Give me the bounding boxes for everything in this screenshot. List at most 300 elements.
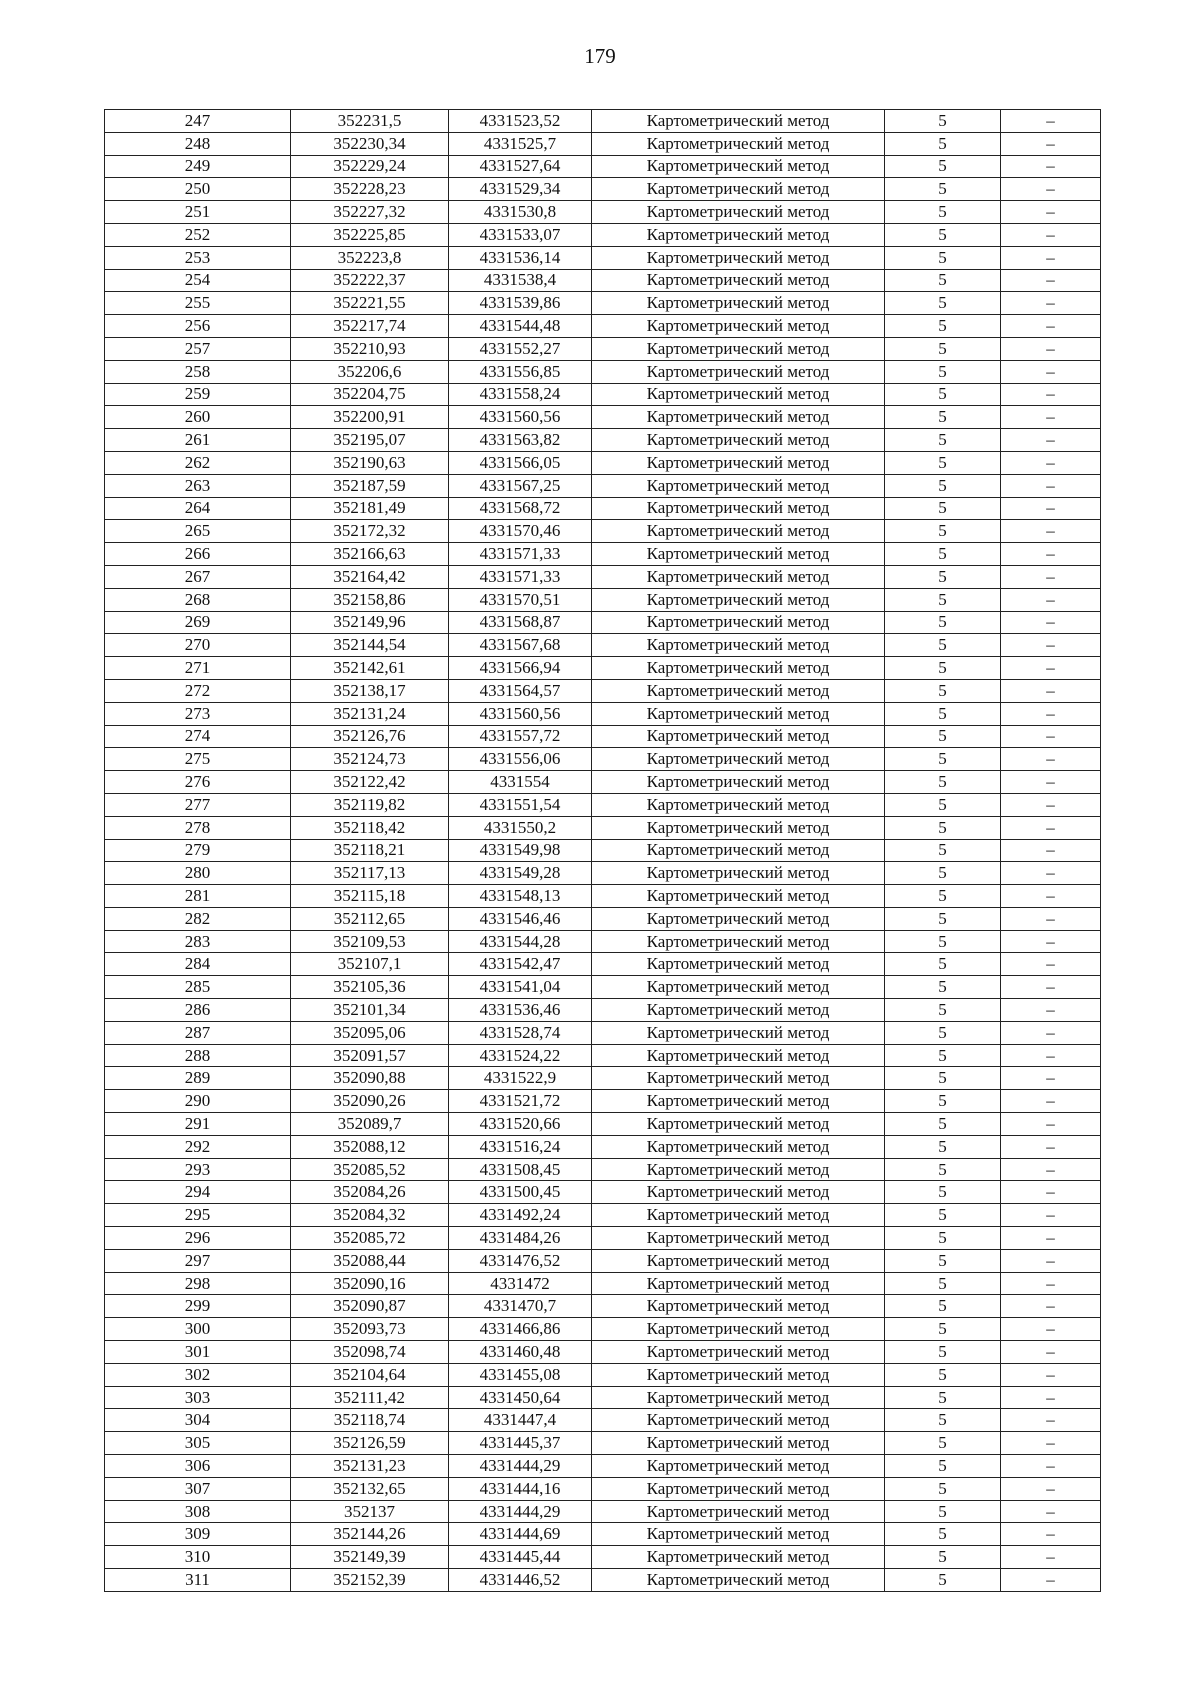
description-cell: –	[1001, 1021, 1101, 1044]
point-number-cell: 291	[105, 1113, 291, 1136]
table-row	[105, 132, 1101, 155]
y-coordinate-cell: 4331563,82	[449, 429, 592, 452]
x-coordinate-cell: 352085,72	[291, 1227, 449, 1250]
x-coordinate-cell: 352118,21	[291, 839, 449, 862]
y-coordinate-cell: 4331546,46	[449, 907, 592, 930]
point-number-cell: 274	[105, 725, 291, 748]
method-cell: Картометрический метод	[592, 223, 885, 246]
method-cell: Картометрический метод	[592, 110, 885, 133]
point-number-cell: 283	[105, 930, 291, 953]
point-number-cell: 310	[105, 1546, 291, 1569]
y-coordinate-cell: 4331566,05	[449, 451, 592, 474]
accuracy-cell: 5	[885, 383, 1001, 406]
table-row	[105, 1523, 1101, 1546]
accuracy-cell: 5	[885, 1500, 1001, 1523]
table-row	[105, 999, 1101, 1022]
x-coordinate-cell: 352225,85	[291, 223, 449, 246]
description-cell: –	[1001, 1523, 1101, 1546]
method-cell: Картометрический метод	[592, 474, 885, 497]
x-coordinate-cell: 352104,64	[291, 1363, 449, 1386]
description-cell: –	[1001, 930, 1101, 953]
table-row	[105, 1249, 1101, 1272]
x-coordinate-cell: 352115,18	[291, 885, 449, 908]
description-cell: –	[1001, 246, 1101, 269]
method-cell: Картометрический метод	[592, 1477, 885, 1500]
point-number-cell: 247	[105, 110, 291, 133]
description-cell: –	[1001, 885, 1101, 908]
point-number-cell: 305	[105, 1432, 291, 1455]
accuracy-cell: 5	[885, 132, 1001, 155]
page-number: 179	[584, 44, 616, 68]
method-cell: Картометрический метод	[592, 360, 885, 383]
x-coordinate-cell: 352126,59	[291, 1432, 449, 1455]
point-number-cell: 272	[105, 679, 291, 702]
table-row	[105, 1386, 1101, 1409]
description-cell: –	[1001, 543, 1101, 566]
description-cell: –	[1001, 999, 1101, 1022]
point-number-cell: 294	[105, 1181, 291, 1204]
description-cell: –	[1001, 953, 1101, 976]
method-cell: Картометрический метод	[592, 520, 885, 543]
table-row	[105, 1455, 1101, 1478]
method-cell: Картометрический метод	[592, 1021, 885, 1044]
point-number-cell: 267	[105, 565, 291, 588]
x-coordinate-cell: 352101,34	[291, 999, 449, 1022]
point-number-cell: 251	[105, 201, 291, 224]
table-row	[105, 634, 1101, 657]
description-cell: –	[1001, 1432, 1101, 1455]
y-coordinate-cell: 4331570,46	[449, 520, 592, 543]
y-coordinate-cell: 4331533,07	[449, 223, 592, 246]
point-number-cell: 261	[105, 429, 291, 452]
y-coordinate-cell: 4331520,66	[449, 1113, 592, 1136]
description-cell: –	[1001, 1318, 1101, 1341]
table-row	[105, 907, 1101, 930]
point-number-cell: 273	[105, 702, 291, 725]
y-coordinate-cell: 4331455,08	[449, 1363, 592, 1386]
description-cell: –	[1001, 1090, 1101, 1113]
y-coordinate-cell: 4331523,52	[449, 110, 592, 133]
point-number-cell: 249	[105, 155, 291, 178]
point-number-cell: 255	[105, 292, 291, 315]
y-coordinate-cell: 4331558,24	[449, 383, 592, 406]
table-row	[105, 565, 1101, 588]
method-cell: Картометрический метод	[592, 953, 885, 976]
y-coordinate-cell: 4331516,24	[449, 1135, 592, 1158]
table-row	[105, 1341, 1101, 1364]
method-cell: Картометрический метод	[592, 1523, 885, 1546]
table-row	[105, 816, 1101, 839]
table-row	[105, 1021, 1101, 1044]
method-cell: Картометрический метод	[592, 907, 885, 930]
table-row	[105, 223, 1101, 246]
method-cell: Картометрический метод	[592, 930, 885, 953]
y-coordinate-cell: 4331530,8	[449, 201, 592, 224]
point-number-cell: 259	[105, 383, 291, 406]
accuracy-cell: 5	[885, 292, 1001, 315]
accuracy-cell: 5	[885, 201, 1001, 224]
method-cell: Картометрический метод	[592, 269, 885, 292]
method-cell: Картометрический метод	[592, 337, 885, 360]
method-cell: Картометрический метод	[592, 725, 885, 748]
accuracy-cell: 5	[885, 999, 1001, 1022]
table-row	[105, 1477, 1101, 1500]
y-coordinate-cell: 4331524,22	[449, 1044, 592, 1067]
coordinates-table-body	[105, 110, 1101, 1592]
accuracy-cell: 5	[885, 1272, 1001, 1295]
accuracy-cell: 5	[885, 748, 1001, 771]
table-row	[105, 155, 1101, 178]
x-coordinate-cell: 352206,6	[291, 360, 449, 383]
description-cell: –	[1001, 201, 1101, 224]
x-coordinate-cell: 352111,42	[291, 1386, 449, 1409]
table-row	[105, 269, 1101, 292]
y-coordinate-cell: 4331445,44	[449, 1546, 592, 1569]
accuracy-cell: 5	[885, 1067, 1001, 1090]
method-cell: Картометрический метод	[592, 771, 885, 794]
table-row	[105, 1227, 1101, 1250]
x-coordinate-cell: 352137	[291, 1500, 449, 1523]
method-cell: Картометрический метод	[592, 999, 885, 1022]
method-cell: Картометрический метод	[592, 862, 885, 885]
method-cell: Картометрический метод	[592, 1272, 885, 1295]
point-number-cell: 284	[105, 953, 291, 976]
description-cell: –	[1001, 1181, 1101, 1204]
x-coordinate-cell: 352149,96	[291, 611, 449, 634]
method-cell: Картометрический метод	[592, 497, 885, 520]
table-row	[105, 976, 1101, 999]
method-cell: Картометрический метод	[592, 178, 885, 201]
point-number-cell: 287	[105, 1021, 291, 1044]
accuracy-cell: 5	[885, 520, 1001, 543]
description-cell: –	[1001, 588, 1101, 611]
accuracy-cell: 5	[885, 611, 1001, 634]
x-coordinate-cell: 352090,87	[291, 1295, 449, 1318]
accuracy-cell: 5	[885, 429, 1001, 452]
table-row	[105, 1432, 1101, 1455]
accuracy-cell: 5	[885, 793, 1001, 816]
y-coordinate-cell: 4331522,9	[449, 1067, 592, 1090]
method-cell: Картометрический метод	[592, 1569, 885, 1592]
accuracy-cell: 5	[885, 976, 1001, 999]
description-cell: –	[1001, 1477, 1101, 1500]
y-coordinate-cell: 4331556,06	[449, 748, 592, 771]
method-cell: Картометрический метод	[592, 1181, 885, 1204]
y-coordinate-cell: 4331500,45	[449, 1181, 592, 1204]
accuracy-cell: 5	[885, 1341, 1001, 1364]
table-row	[105, 315, 1101, 338]
point-number-cell: 308	[105, 1500, 291, 1523]
description-cell: –	[1001, 269, 1101, 292]
x-coordinate-cell: 352105,36	[291, 976, 449, 999]
description-cell: –	[1001, 1044, 1101, 1067]
x-coordinate-cell: 352210,93	[291, 337, 449, 360]
point-number-cell: 293	[105, 1158, 291, 1181]
point-number-cell: 278	[105, 816, 291, 839]
y-coordinate-cell: 4331450,64	[449, 1386, 592, 1409]
description-cell: –	[1001, 406, 1101, 429]
table-row	[105, 1272, 1101, 1295]
y-coordinate-cell: 4331538,4	[449, 269, 592, 292]
x-coordinate-cell: 352229,24	[291, 155, 449, 178]
point-number-cell: 300	[105, 1318, 291, 1341]
description-cell: –	[1001, 1341, 1101, 1364]
accuracy-cell: 5	[885, 816, 1001, 839]
description-cell: –	[1001, 816, 1101, 839]
method-cell: Картометрический метод	[592, 155, 885, 178]
method-cell: Картометрический метод	[592, 1318, 885, 1341]
table-row	[105, 1090, 1101, 1113]
accuracy-cell: 5	[885, 679, 1001, 702]
x-coordinate-cell: 352142,61	[291, 657, 449, 680]
table-row	[105, 178, 1101, 201]
x-coordinate-cell: 352187,59	[291, 474, 449, 497]
table-row	[105, 246, 1101, 269]
accuracy-cell: 5	[885, 1090, 1001, 1113]
table-row	[105, 1409, 1101, 1432]
point-number-cell: 281	[105, 885, 291, 908]
point-number-cell: 262	[105, 451, 291, 474]
x-coordinate-cell: 352149,39	[291, 1546, 449, 1569]
method-cell: Картометрический метод	[592, 657, 885, 680]
description-cell: –	[1001, 1227, 1101, 1250]
description-cell: –	[1001, 771, 1101, 794]
table-row	[105, 383, 1101, 406]
table-row	[105, 725, 1101, 748]
method-cell: Картометрический метод	[592, 1363, 885, 1386]
accuracy-cell: 5	[885, 862, 1001, 885]
method-cell: Картометрический метод	[592, 793, 885, 816]
accuracy-cell: 5	[885, 474, 1001, 497]
x-coordinate-cell: 352204,75	[291, 383, 449, 406]
x-coordinate-cell: 352098,74	[291, 1341, 449, 1364]
accuracy-cell: 5	[885, 406, 1001, 429]
description-cell: –	[1001, 1204, 1101, 1227]
point-number-cell: 276	[105, 771, 291, 794]
x-coordinate-cell: 352132,65	[291, 1477, 449, 1500]
method-cell: Картометрический метод	[592, 702, 885, 725]
y-coordinate-cell: 4331508,45	[449, 1158, 592, 1181]
x-coordinate-cell: 352172,32	[291, 520, 449, 543]
x-coordinate-cell: 352131,23	[291, 1455, 449, 1478]
description-cell: –	[1001, 315, 1101, 338]
x-coordinate-cell: 352090,26	[291, 1090, 449, 1113]
x-coordinate-cell: 352118,74	[291, 1409, 449, 1432]
x-coordinate-cell: 352090,88	[291, 1067, 449, 1090]
description-cell: –	[1001, 1386, 1101, 1409]
point-number-cell: 277	[105, 793, 291, 816]
y-coordinate-cell: 4331542,47	[449, 953, 592, 976]
point-number-cell: 289	[105, 1067, 291, 1090]
description-cell: –	[1001, 223, 1101, 246]
table-row	[105, 1569, 1101, 1592]
point-number-cell: 264	[105, 497, 291, 520]
description-cell: –	[1001, 1067, 1101, 1090]
description-cell: –	[1001, 634, 1101, 657]
accuracy-cell: 5	[885, 588, 1001, 611]
description-cell: –	[1001, 132, 1101, 155]
point-number-cell: 304	[105, 1409, 291, 1432]
description-cell: –	[1001, 793, 1101, 816]
description-cell: –	[1001, 292, 1101, 315]
x-coordinate-cell: 352190,63	[291, 451, 449, 474]
point-number-cell: 266	[105, 543, 291, 566]
x-coordinate-cell: 352144,26	[291, 1523, 449, 1546]
description-cell: –	[1001, 1158, 1101, 1181]
y-coordinate-cell: 4331549,28	[449, 862, 592, 885]
point-number-cell: 258	[105, 360, 291, 383]
point-number-cell: 306	[105, 1455, 291, 1478]
y-coordinate-cell: 4331492,24	[449, 1204, 592, 1227]
method-cell: Картометрический метод	[592, 885, 885, 908]
accuracy-cell: 5	[885, 1409, 1001, 1432]
description-cell: –	[1001, 1113, 1101, 1136]
y-coordinate-cell: 4331444,29	[449, 1500, 592, 1523]
table-row	[105, 520, 1101, 543]
y-coordinate-cell: 4331550,2	[449, 816, 592, 839]
point-number-cell: 256	[105, 315, 291, 338]
table-row	[105, 1363, 1101, 1386]
point-number-cell: 263	[105, 474, 291, 497]
x-coordinate-cell: 352166,63	[291, 543, 449, 566]
x-coordinate-cell: 352195,07	[291, 429, 449, 452]
accuracy-cell: 5	[885, 953, 1001, 976]
method-cell: Картометрический метод	[592, 1090, 885, 1113]
point-number-cell: 275	[105, 748, 291, 771]
y-coordinate-cell: 4331525,7	[449, 132, 592, 155]
description-cell: –	[1001, 1569, 1101, 1592]
y-coordinate-cell: 4331571,33	[449, 565, 592, 588]
point-number-cell: 302	[105, 1363, 291, 1386]
accuracy-cell: 5	[885, 543, 1001, 566]
method-cell: Картометрический метод	[592, 1432, 885, 1455]
description-cell: –	[1001, 839, 1101, 862]
y-coordinate-cell: 4331556,85	[449, 360, 592, 383]
table-row	[105, 497, 1101, 520]
x-coordinate-cell: 352122,42	[291, 771, 449, 794]
table-row	[105, 1546, 1101, 1569]
y-coordinate-cell: 4331476,52	[449, 1249, 592, 1272]
accuracy-cell: 5	[885, 178, 1001, 201]
accuracy-cell: 5	[885, 497, 1001, 520]
table-row	[105, 1204, 1101, 1227]
description-cell: –	[1001, 702, 1101, 725]
x-coordinate-cell: 352164,42	[291, 565, 449, 588]
method-cell: Картометрический метод	[592, 1295, 885, 1318]
description-cell: –	[1001, 337, 1101, 360]
y-coordinate-cell: 4331527,64	[449, 155, 592, 178]
method-cell: Картометрический метод	[592, 748, 885, 771]
accuracy-cell: 5	[885, 1021, 1001, 1044]
y-coordinate-cell: 4331560,56	[449, 406, 592, 429]
x-coordinate-cell: 352152,39	[291, 1569, 449, 1592]
description-cell: –	[1001, 611, 1101, 634]
accuracy-cell: 5	[885, 1181, 1001, 1204]
method-cell: Картометрический метод	[592, 1113, 885, 1136]
x-coordinate-cell: 352124,73	[291, 748, 449, 771]
description-cell: –	[1001, 565, 1101, 588]
x-coordinate-cell: 352112,65	[291, 907, 449, 930]
description-cell: –	[1001, 520, 1101, 543]
accuracy-cell: 5	[885, 702, 1001, 725]
table-row	[105, 451, 1101, 474]
accuracy-cell: 5	[885, 907, 1001, 930]
description-cell: –	[1001, 360, 1101, 383]
x-coordinate-cell: 352144,54	[291, 634, 449, 657]
accuracy-cell: 5	[885, 1204, 1001, 1227]
description-cell: –	[1001, 725, 1101, 748]
x-coordinate-cell: 352088,44	[291, 1249, 449, 1272]
description-cell: –	[1001, 1363, 1101, 1386]
table-row	[105, 885, 1101, 908]
method-cell: Картометрический метод	[592, 1546, 885, 1569]
x-coordinate-cell: 352231,5	[291, 110, 449, 133]
accuracy-cell: 5	[885, 657, 1001, 680]
accuracy-cell: 5	[885, 1546, 1001, 1569]
description-cell: –	[1001, 1249, 1101, 1272]
method-cell: Картометрический метод	[592, 429, 885, 452]
accuracy-cell: 5	[885, 1249, 1001, 1272]
method-cell: Картометрический метод	[592, 201, 885, 224]
table-row	[105, 474, 1101, 497]
accuracy-cell: 5	[885, 1227, 1001, 1250]
method-cell: Картометрический метод	[592, 588, 885, 611]
x-coordinate-cell: 352227,32	[291, 201, 449, 224]
point-number-cell: 268	[105, 588, 291, 611]
y-coordinate-cell: 4331447,4	[449, 1409, 592, 1432]
point-number-cell: 248	[105, 132, 291, 155]
method-cell: Картометрический метод	[592, 1341, 885, 1364]
description-cell: –	[1001, 1455, 1101, 1478]
accuracy-cell: 5	[885, 1044, 1001, 1067]
table-row	[105, 1135, 1101, 1158]
table-row	[105, 748, 1101, 771]
point-number-cell: 296	[105, 1227, 291, 1250]
point-number-cell: 257	[105, 337, 291, 360]
point-number-cell: 290	[105, 1090, 291, 1113]
table-row	[105, 839, 1101, 862]
y-coordinate-cell: 4331571,33	[449, 543, 592, 566]
method-cell: Картометрический метод	[592, 1135, 885, 1158]
x-coordinate-cell: 352117,13	[291, 862, 449, 885]
point-number-cell: 250	[105, 178, 291, 201]
x-coordinate-cell: 352107,1	[291, 953, 449, 976]
y-coordinate-cell: 4331564,57	[449, 679, 592, 702]
accuracy-cell: 5	[885, 771, 1001, 794]
method-cell: Картометрический метод	[592, 565, 885, 588]
description-cell: –	[1001, 1500, 1101, 1523]
x-coordinate-cell: 352084,32	[291, 1204, 449, 1227]
table-row	[105, 429, 1101, 452]
method-cell: Картометрический метод	[592, 315, 885, 338]
description-cell: –	[1001, 474, 1101, 497]
x-coordinate-cell: 352090,16	[291, 1272, 449, 1295]
description-cell: –	[1001, 1546, 1101, 1569]
point-number-cell: 309	[105, 1523, 291, 1546]
accuracy-cell: 5	[885, 1295, 1001, 1318]
point-number-cell: 298	[105, 1272, 291, 1295]
table-row	[105, 1158, 1101, 1181]
y-coordinate-cell: 4331554	[449, 771, 592, 794]
accuracy-cell: 5	[885, 565, 1001, 588]
description-cell: –	[1001, 679, 1101, 702]
method-cell: Картометрический метод	[592, 634, 885, 657]
x-coordinate-cell: 352158,86	[291, 588, 449, 611]
y-coordinate-cell: 4331549,98	[449, 839, 592, 862]
point-number-cell: 285	[105, 976, 291, 999]
table-row	[105, 702, 1101, 725]
x-coordinate-cell: 352217,74	[291, 315, 449, 338]
